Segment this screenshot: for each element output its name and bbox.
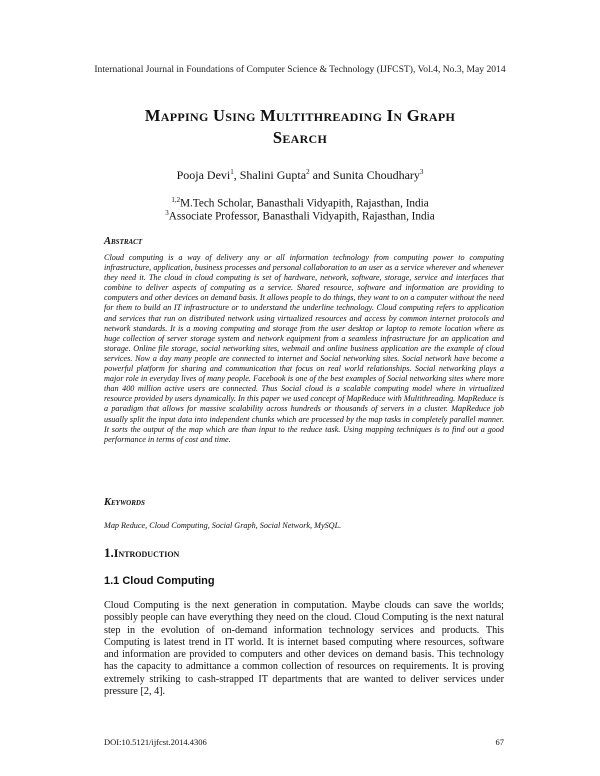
author-affiliation-mark: 3 [419, 168, 424, 176]
affiliation-mark: 3 [165, 209, 169, 217]
author-separator: and [309, 168, 333, 182]
abstract-body: Cloud computing is a way of delivery any or all information technology from computing power to computing infrastructure, application, business processes and personal collaboration to an user as a service wherever and whenever they need it. The cloud in cloud computing is set of hardware, network, software, storage, service and interfaces that combine to deliver aspects of computing as a service. Shared resource, software and information are providing to computers and other devices on demand basis. It allows people to do things, they want to on a computer without the need for them to build an IT infrastructure or to understand the underline technology. Cloud computing refers to application and services that run on distributed network using virtualized resources and access by common internet protocols and network standards. It is a moving computing and storage from the user desktop or laptop to remote location where as huge collection of server storage system and network equipment from a seamless infrastructure for an application and storage. Online file storage, social networking sites, webmail and online business application are the example of cloud services. Now a day many people are connected to internet and Social networking sites. Social network have become a powerful platform for sharing and communication that focus on real world relationships. Social networking plays a major role in everyday lives of many people. Facebook is one of the best examples of Social networking sites where more than 400 million active users are connected. Thus Social cloud is a scalable computing model where in virtualized resource provided by users dynamically. In this paper we used concept of MapReduce with Multithreading. MapReduce is a paradigm that allows for massive scalability across hundreds or thousands of servers in a cluster. MapReduce job usually split the input data into independent chunks which are processed by the map tasks in completely parallel manner. It sorts the output of the map which are than input to the reduce task. Using mapping techniques is to find out a good performance in terms of cost and time. [104, 253, 504, 444]
affiliation-text: Associate Professor, Banasthali Vidyapith, Rajasthan, India [168, 210, 435, 223]
paper-title [60, 105, 540, 149]
author-list [0, 168, 600, 183]
affiliation [0, 209, 600, 223]
section-heading-introduction [104, 545, 179, 561]
title-line-2: Search [272, 128, 328, 147]
affiliation-mark: 1,2 [171, 196, 181, 204]
section-number: 1. [104, 545, 114, 560]
journal-header: International Journal in Foundations of Computer Science & Technology (IJFCST), Vol.4, No.3, May 2014 [94, 64, 506, 75]
title-line-1: Mapping Using Multithreading In Graph [144, 106, 456, 125]
affiliation-text: M.Tech Scholar, Banasthali Vidyapith, Rajasthan, India [180, 197, 429, 210]
page-number: 67 [495, 737, 504, 747]
abstract-heading [104, 236, 142, 247]
author-separator: , [233, 168, 240, 182]
body-paragraph: Cloud Computing is the next generation in computation. Maybe clouds can save the worlds; possibly people can have everything they need on the cloud. Cloud Computing is the next natural step in the evolution of on-demand information technology services and products. This Computing is latest trend in IT world. It is internet based computing where resources, software and information are provided to computers and other devices on demand basis. This technology has the capacity to admittance a common collection of resources on requirements. It is proving extremely striking to cash-strapped IT departments that are wanted to deliver services under pressure [2, 4]. [104, 600, 504, 698]
author-affiliation-mark: 1 [230, 168, 234, 176]
keywords-heading-text: Keywords [104, 497, 145, 508]
author-name: Shalini Gupta [239, 168, 307, 182]
subsection-heading: 1.1 Cloud Computing [104, 575, 215, 587]
abstract-heading-text: Abstract [104, 236, 143, 247]
affiliation [0, 196, 600, 210]
section-title: Introduction [113, 546, 180, 560]
author-name: Pooja Devi [176, 168, 231, 182]
doi-footer: DOI:10.5121/ijfcst.2014.4306 [104, 737, 207, 747]
keywords-heading [104, 497, 145, 508]
keywords-list: Map Reduce, Cloud Computing, Social Graph, Social Network, MySQL. [104, 521, 342, 530]
author-name: Sunita Choudhary [332, 168, 420, 182]
author-affiliation-mark: 2 [306, 168, 310, 176]
